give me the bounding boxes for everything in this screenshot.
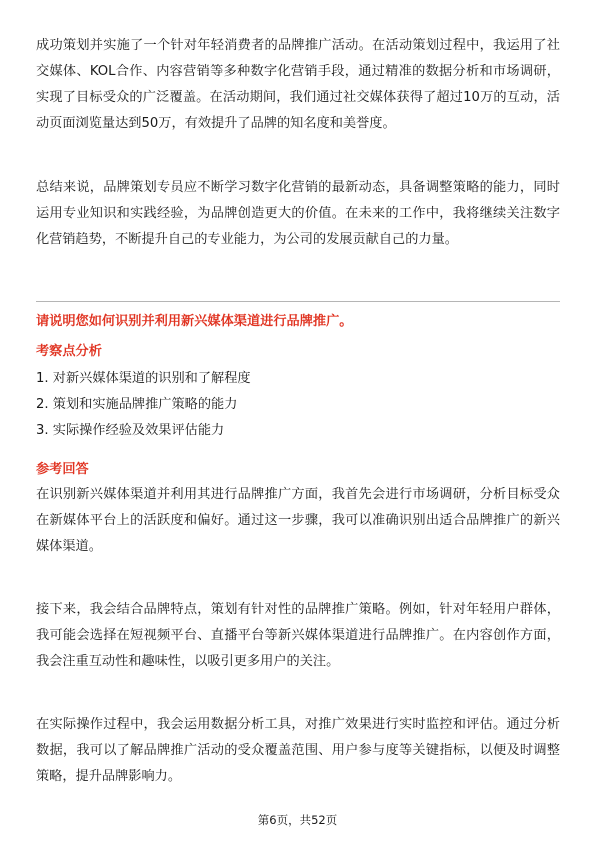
analysis-heading: 考察点分析: [36, 344, 102, 359]
interview-question: 请说明您如何识别并利用新兴媒体渠道进行品牌推广。: [36, 314, 353, 329]
answer-paragraph-3: 在实际操作过程中，我会运用数据分析工具，对推广效果进行实时监控和评估。通过分析数据，我可以了解品牌推广活动的受众覆盖范围、用户参与度等关键指标，以便及时调整策略，提升品牌影响力。: [36, 717, 560, 784]
analysis-item: 1. 对新兴媒体渠道的识别和了解程度: [36, 371, 251, 386]
analysis-item: 2. 策划和实施品牌推广策略的能力: [36, 397, 238, 412]
section-divider: [36, 301, 560, 302]
answer-paragraph-2: 接下来，我会结合品牌特点，策划有针对性的品牌推广策略。例如，针对年轻用户群体，我可能会选择在短视频平台、直播平台等新兴媒体渠道进行品牌推广。在内容创作方面，我会注重互动性和趣味性，以吸引更多用户的关注。: [36, 602, 560, 669]
answer-heading: 参考回答: [36, 462, 89, 477]
analysis-item: 3. 实际操作经验及效果评估能力: [36, 423, 225, 438]
page-number: 第6页，共52页: [257, 813, 338, 827]
intro-paragraph-2: 总结来说，品牌策划专员应不断学习数字化营销的最新动态，具备调整策略的能力，同时运用专业知识和实践经验，为品牌创造更大的价值。在未来的工作中，我将继续关注数字化营销趋势，不断提升自己的专业能力，为公司的发展贡献自己的力量。: [36, 180, 560, 247]
analysis-list: [36, 366, 560, 444]
answer-paragraph-1: 在识别新兴媒体渠道并利用其进行品牌推广方面，我首先会进行市场调研，分析目标受众在新媒体平台上的活跃度和偏好。通过这一步骤，我可以准确识别出适合品牌推广的新兴媒体渠道。: [36, 487, 560, 554]
intro-paragraph-1: 成功策划并实施了一个针对年轻消费者的品牌推广活动。在活动策划过程中，我运用了社交媒体、KOL合作、内容营销等多种数字化营销手段，通过精准的数据分析和市场调研，实现了目标受众的广泛覆盖。在活动期间，我们通过社交媒体获得了超过10万的互动，活动页面浏览量达到50万，有效提升了品牌的知名度和美誉度。: [36, 38, 560, 131]
